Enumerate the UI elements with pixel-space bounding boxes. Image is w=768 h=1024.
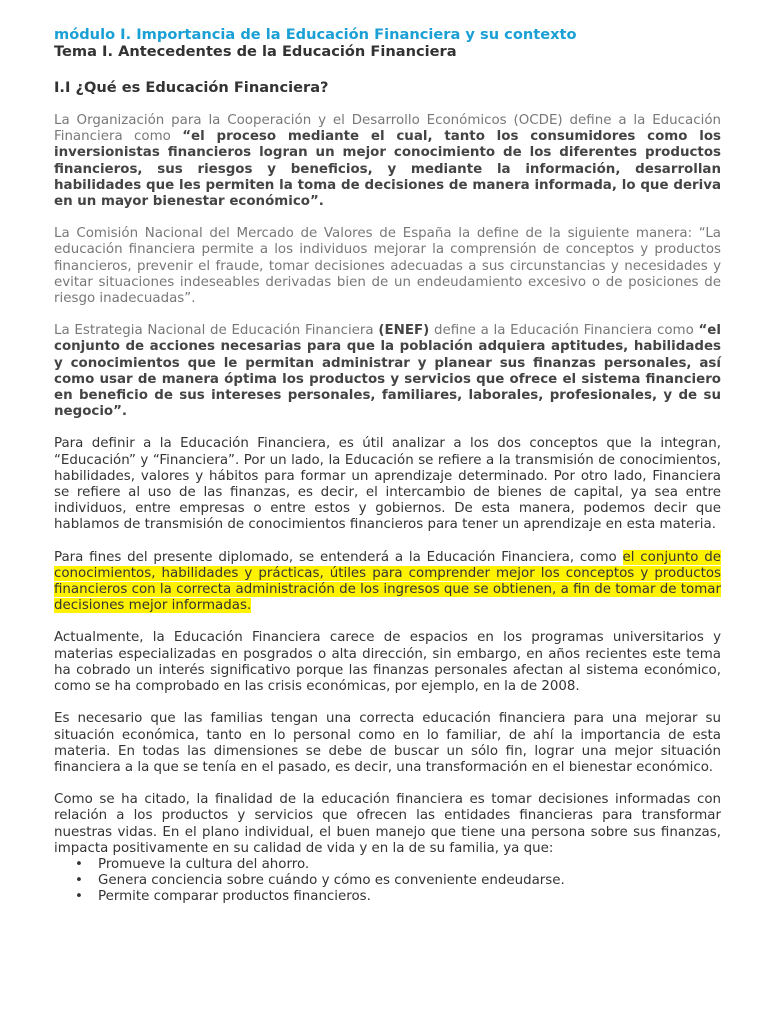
theme-title: Tema I. Antecedentes de la Educación Financiera — [54, 43, 457, 60]
list-item — [75, 889, 721, 905]
paragraph-families: Es necesario que las familias tengan una correcta educación financiera para una mejorar su situación económica, tanto en lo personal como en lo familiar, de ahí la importancia de esta materia. En todas las dimensiones se debe de buscar un sólo fin, lograr una mejor situación financiera a la que se tenía en el pasado, es decir, una transformación en el bienestar económico. — [54, 711, 721, 775]
enef-acronym: (ENEF) — [378, 323, 430, 339]
enef-mid: define a la Educación Financiera como — [433, 323, 694, 339]
paragraph-current-status: Actualmente, la Educación Financiera carece de espacios en los programas universitarios y materias especializadas en posgrados o alta dirección, sin embargo, en años recientes este tema ha cobrado un interés significativo porque las finanzas personales afectan al sistema económico, como se ha comprobado en las crisis económicas, por ejemplo, en la de 2008. — [54, 630, 721, 695]
list-item — [75, 873, 721, 889]
bullet-icon: • — [75, 889, 83, 905]
paragraph-concepts: Para definir a la Educación Financiera, es útil analizar a los dos conceptos que la integran, “Educación” y “Financiera”. Por un lado, la Educación se refiere a la transmisión de conocimientos, habilidades, valores y hábitos para formar un aprendizaje determinado. Por otro lado, Financiera se refiere al uso de las finanzas, es decir, el intercambio de bienes de capital, ya sea entre individuos, entre empresas o entre estos y gobiernos. De esta manera, podemos decir que hablamos de transmisión de conocimientos financieros para tener un aprendizaje en esta materia. — [54, 436, 721, 533]
list-item — [75, 856, 721, 873]
enef-definition-quote: “el conjunto de acciones necesarias para que la población adquiera aptitudes, habilidades y conocimientos que le permitan administrar y planear sus finanzas personales, así como usar de manera óptima los productos y servicios que ofrece el sistema financiero en beneficio de sus intereses personales, familiares, laborales, profesionales, y de su negocio”. — [54, 323, 721, 420]
ocde-intro: La Organización para la Cooperación y el Desarrollo Económicos (OCDE) define a la Educación Financiera como — [54, 113, 721, 145]
diplomado-intro: Para fines del presente diplomado, se entenderá a la Educación Financiera, como — [54, 549, 617, 565]
benefits-list — [54, 857, 721, 906]
bullet-icon: • — [75, 873, 83, 889]
list-item-text: Genera conciencia sobre cuándo y cómo es conveniente endeudarse. — [98, 873, 565, 889]
paragraph-enef — [54, 323, 721, 420]
list-item-text: Promueve la cultura del ahorro. — [98, 856, 310, 872]
paragraph-ocde — [54, 113, 721, 210]
bullet-icon: • — [75, 856, 83, 872]
ocde-definition-quote: “el proceso mediante el cual, tanto los consumidores como los inversionistas financieros logran un mejor conocimiento de los diferentes productos financieros, sus riesgos y beneficios, y mediante la información, desarrollan habilidades que les permiten la toma de decisiones de manera informada, lo que deriva en un mayor bienestar económico”. — [54, 129, 721, 210]
list-item-text: Permite comparar productos financieros. — [98, 889, 371, 905]
section-heading: I.I ¿Qué es Educación Financiera? — [54, 79, 329, 96]
module-title: módulo I. Importancia de la Educación Financiera y su contexto — [54, 26, 577, 43]
document-content — [54, 26, 721, 906]
paragraph-diplomado-definition — [54, 550, 721, 615]
paragraph-cnmv: La Comisión Nacional del Mercado de Valores de España la define de la siguiente manera: “La educación financiera permite a los individuos mejorar la comprensión de conceptos y productos financieros, prevenir el fraude, tomar decisiones adecuadas a sus circunstancias y necesidades y evitar situaciones indeseables derivadas bien de un endeudamiento excesivo o de posiciones de riesgo inadecuadas”. — [54, 226, 721, 307]
enef-intro: La Estrategia Nacional de Educación Financiera — [54, 323, 374, 339]
highlighted-definition: el conjunto de conocimientos, habilidades y prácticas, útiles para comprender mejor los conceptos y productos financieros con la correcta administración de los ingresos que se obtienen, a fin de tomar de tomar decisiones mejor informadas. — [54, 549, 722, 614]
paragraph-purpose: Como se ha citado, la finalidad de la educación financiera es tomar decisiones informadas con relación a los productos y servicios que ofrecen las entidades financieras para transformar nuestras vidas. En el plano individual, el buen manejo que tiene una persona sobre sus finanzas, impacta positivamente en su calidad de vida y en la de su familia, ya que: — [54, 792, 721, 856]
